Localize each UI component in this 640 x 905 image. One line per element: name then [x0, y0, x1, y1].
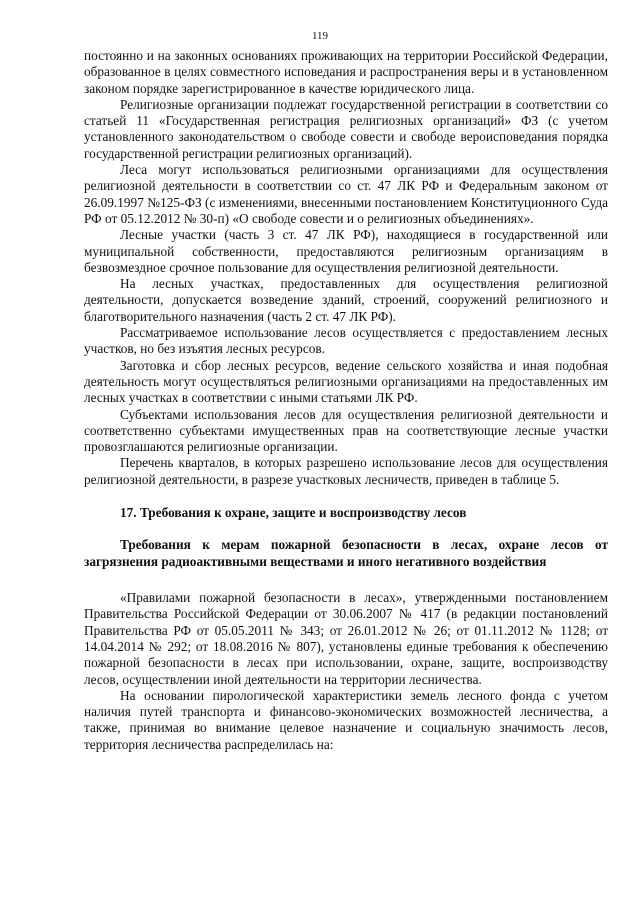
paragraph-harvesting: Заготовка и сбор лесных ресурсов, ведение сельского хозяйства и иная подобная деятельность могут осуществляться религиозными организациями на предоставленных им лесных участках в соответствии с иными статьями ЛК РФ. [84, 357, 608, 406]
paragraph-registration: Религиозные организации подлежат государственной регистрации в соответствии со статьей 11 «Государственная регистрация религиозных организаций» ФЗ (с учетом установленного законодательством о свободе совести и свободе вероисповедания порядка государственной регистрации религиозных организаций). [84, 96, 608, 161]
paragraph-pyrological: На основании пирологической характеристики земель лесного фонда с учетом наличия путей транспорта и финансово-экономических возможностей лесничества, а также, принимая во внимание целевое назначение и социальную значимость лесов, территория лесничества распределилась на: [84, 687, 608, 752]
document-body [84, 48, 608, 753]
paragraph-fire-safety-rules: «Правилами пожарной безопасности в лесах», утвержденными постановлением Правительства Российской Федерации от 30.06.2007 № 417 (в редакции постановлений Правительства РФ от 05.05.2011 № 343; от 26.01.2012 № 26; от 01.11.2012 № 1128; от 14.04.2014 № 292; от 18.08.2016 № 807), установлены единые требования к обеспечению пожарной безопасности в лесах при использовании, охране, защите, воспроизводству лесов, осуществлении иной деятельности на территории лесничества. [84, 590, 608, 687]
paragraph-usage-without-extraction: Рассматриваемое использование лесов осуществляется с предоставлением лесных участков, но без изъятия лесных ресурсов. [84, 325, 608, 357]
paragraph-forest-use: Леса могут использоваться религиозными организациями для осуществления религиозной деятельности в соответствии со ст. 47 ЛК РФ и Федеральным законом от 26.09.1997 №125-ФЗ (с изменениями, внесенными постановлением Конституционного Суда РФ от 05.12.2012 № 30-п) «О свободе совести и о религиозных объединениях». [84, 162, 608, 226]
paragraph-subjects: Субъектами использования лесов для осуществления религиозной деятельности и соответственно субъектами имущественных прав на соответствующие лесные участки провозглашаются религиозные организации. [84, 406, 608, 455]
page-number: 119 [311, 30, 329, 42]
section-heading: 17. Требования к охране, защите и воспроизводству лесов [120, 505, 467, 521]
paragraph-quarters-list: Перечень кварталов, в которых разрешено использование лесов для осуществления религиозной деятельности, в разрезе участковых лесничеств, приведен в таблице 5. [84, 455, 608, 487]
sub-heading: Требования к мерам пожарной безопасности в лесах, охране лесов от загрязнения радиоактивными веществами и иного негативного воздействия [84, 537, 608, 569]
paragraph-forest-plots: Лесные участки (часть 3 ст. 47 ЛК РФ), находящиеся в государственной или муниципальной собственности, предоставляются религиозным организациям в безвозмездное срочное пользование для осуществления религиозной деятельности. [84, 227, 608, 275]
paragraph-continuation: постоянно и на законных основаниях проживающих на территории Российской Федерации, образованное в целях совместного исповедания и распространения веры и в установленном законом порядке зарегистрированное в качестве юридического лица. [84, 48, 608, 96]
paragraph-construction: На лесных участках, предоставленных для осуществления религиозной деятельности, допускается возведение зданий, строений, сооружений религиозного и благотворительного назначения (часть 2 ст. 47 ЛК РФ). [84, 276, 608, 324]
